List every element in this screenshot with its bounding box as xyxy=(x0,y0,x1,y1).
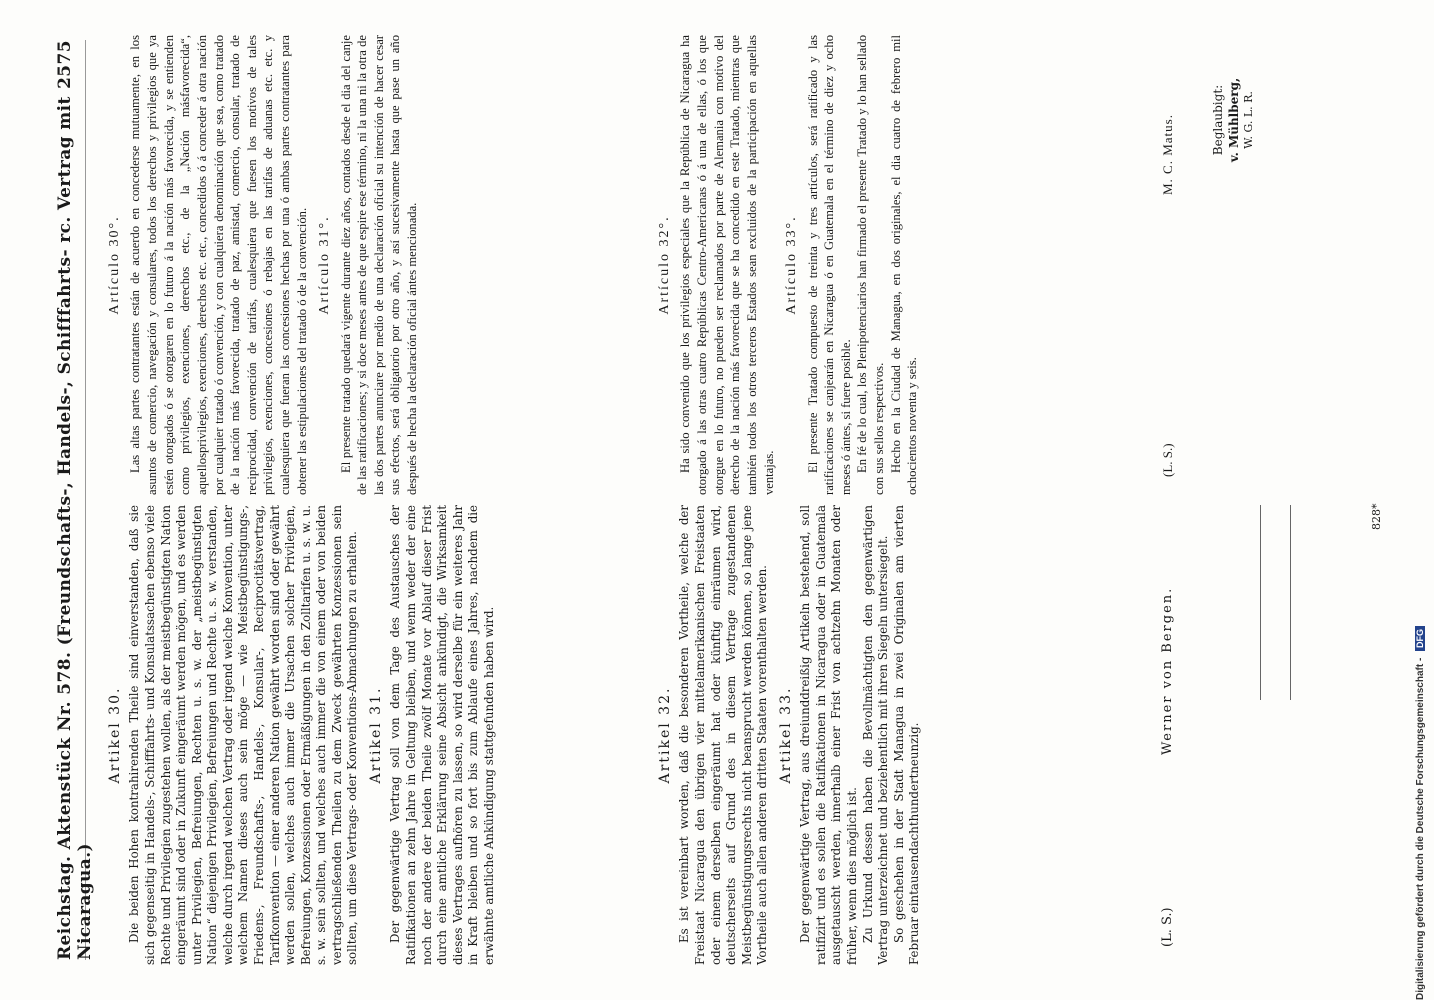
article-title: Artículo 30°. xyxy=(107,215,122,315)
german-article-33 xyxy=(777,505,923,965)
german-article-32 xyxy=(656,505,771,965)
german-article-30 xyxy=(106,505,361,965)
signatory-name: M. C. Matus. xyxy=(1160,114,1175,195)
german-column-bottom xyxy=(650,505,927,965)
article-title: Artículo 33°. xyxy=(784,215,800,315)
attestation-signer: v. Mühlberg, xyxy=(1227,77,1242,163)
spanish-article-30 xyxy=(106,35,310,495)
digitization-credit xyxy=(1415,0,1426,1000)
done-clause: So geschehen in der Stadt Managua in zwei Originalen am vierten Februar eintausendachthundertneunzig. xyxy=(891,505,922,965)
attestation-label: Beglaubigt: xyxy=(1211,84,1225,156)
article-title: Artikel 30. xyxy=(107,686,123,784)
article-title: Artículo 31°. xyxy=(317,215,333,315)
article-text: Ha sido convenido que los privilegios especiales que la República de Nicaragua ha otorgado á las otras cuatro Repúblicas Centro-Americanas ó á una de ellas, ó los que otorgue en lo futuro, no pueden ser reclamados por parte de Alemania con motivo del derecho de la nación más favorecida que se ha concedido en este Tratado, mientras que también todos los otros terceros Estados sean excluidos de la participación en aquellas ventajas. xyxy=(678,35,776,495)
article-text: Las altas partes contratantes están de acuerdo en concederse mutuamente, en los asuntos de comercio, navegación y consulares, todos los derechos y privilegios que ya estén otorgados ó se otorgaren en lo futuro á la nación más favorecida, y se entienden como privilegios, exenciones, derechos etc., de la „Nación másfavorecida“, aquellosprivilegios, exenciones, derechos etc. etc., concedidos ó á conceder á otra nación por cualquier tratado ó convención, y con cualquiera denominación que sea, como tratado de la nación más favorecida, tratado de paz, amistad, comercio, consular, tratado de reciprocidad, convención de tarifas, cualesquiera que fuesen los motivos de tales privilegios, exenciones, concesiones ó rebajas en las tarifas de aduanas etc. etc. y cualesquiera que fueran las concesiones hechas por una ó ambas partes contratantes para obtener las estipulaciones del tratado ó de la convención. xyxy=(128,35,309,495)
article-title: Artículo 32°. xyxy=(657,215,672,315)
done-clause: Hecho en la Ciudad de Managua, en dos originales, el dia cuatro de febrero mil ochocientos noventa y seis. xyxy=(888,35,920,495)
credit-text: Digitalisierung gefördert durch die Deutsche Forschungsgemeinschaft - xyxy=(1415,657,1426,1000)
divider-rule xyxy=(1260,505,1261,700)
page-reference: 828* xyxy=(1370,503,1383,530)
article-title: Artikel 33. xyxy=(777,686,794,784)
signatory-name: Werner von Bergen. xyxy=(1160,586,1175,755)
spanish-article-33 xyxy=(783,35,921,495)
german-signature-line xyxy=(1160,505,1180,965)
spanish-article-32 xyxy=(656,35,777,495)
attestation-block xyxy=(1210,30,1257,210)
article-text: El presente tratado quedará vigente durante diez años, contados desde el dia del canje de las ratificaciones; y si doce meses antes de que espire ese término, ni la una ni la otra de las dos partes anunciare por medio de una declaración oficial su intención de hacer cesar sus efectos, será obligatorio por otro año, y así sucesivamente hasta que pase un año después de hecha la declaración oficial ántes mencionada. xyxy=(338,35,420,495)
article-text: Der gegenwärtige Vertrag soll von dem Tage des Austausches der Ratifikationen an zehn Jahre in Geltung bleiben, und wenn weder der eine noch der andere der beiden Theile zwölf Monate vor Ablauf dieser Frist durch eine amtliche Erklärung seine Absicht ankündigt, die Wirksamkeit dieses Vertrages aufhören zu lassen, so wird derselbe für ein weiteres Jahr in Kraft bleiben und so fort bis zum Ablaufe eines Jahres, nachdem die erwähnte amtliche Ankündigung stattgefunden haben wird. xyxy=(388,505,496,965)
article-text: El presente Tratado compuesto de treinta y tres artículos, será ratificado y las ratificaciones se canjearán en Nicaragua ó en Guatemala en el término de diez y ocho meses ó ántes, si fuere posible. xyxy=(805,35,853,495)
seal-mark: (L. S.) xyxy=(1160,443,1175,477)
spanish-signature-line xyxy=(1160,35,1180,495)
german-column-top xyxy=(100,505,501,965)
divider-rule xyxy=(1290,505,1291,700)
spanish-column-top xyxy=(100,35,425,495)
page-header xyxy=(55,40,95,960)
seal-mark: (L. S.) xyxy=(1160,907,1175,947)
attestation-title: W. G. L. R. xyxy=(1242,91,1256,149)
article-title: Artikel 32. xyxy=(657,686,673,784)
article-title: Artikel 31. xyxy=(367,686,384,784)
witness-clause: Zu Urkund dessen haben die Bevollmächtigten den gegenwärtigen Vertrag unterzeichnet und beziehentlich mit ihren Siegeln untersiegelt. xyxy=(860,505,891,965)
running-title: Reichstag. Aktenstück Nr. 578. (Freundschafts-, Handels-, Schifffahrts- rc. Vertrag mit Nicaragua.) xyxy=(55,96,95,960)
spanish-article-31 xyxy=(316,35,421,495)
german-article-31 xyxy=(367,505,497,965)
article-text: Die beiden Hohen kontrahirenden Theile sind einverstanden, daß sie sich gegenseitig in Handels-, Schifffahrts- und Konsulatssachen ebenso viele Rechte und Privilegien zugestehen wollen, als der meistbegünstigten Nation eingeräumt sind oder in Zukunft eingeräumt werden mögen, und es werden unter Privilegien, Befreiungen, Rechten u. s. w. der „meistbegünstigten Nation“ diejenigen Privilegien, Befreiungen und Rechte u. s. w. verstanden, welche durch irgend welchen Vertrag oder irgend welche Konvention, unter welchem Namen dieses auch sein möge — wie Meistbegünstigungs-, Friedens-, Freundschafts-, Handels-, Konsular-, Reciprocitätsvertrag, Tarifkonvention — einer anderen Nation gewährt worden sind oder gewährt werden sollen, welches auch immer die Ursachen solcher Privilegien, Befreiungen, Konzessionen oder Ermäßigungen in den Zolltarifen u. s. w. u. s. w. sein sollten, und welches auch immer die von einem oder von beiden vertragschließenden Theilen zu dem Zweck gewährten Konzessionen sein sollten, um diese Vertrags- oder Konventions-Abmachungen zu erhalten. xyxy=(127,505,360,965)
article-text: Der gegenwärtige Vertrag, aus dreiunddreißig Artikeln bestehend, soll ratifizirt und es sollen die Ratifikationen in Nicaragua oder in Guatemala ausgetauscht werden, innerhalb einer Frist von achtzehn Monaten oder früher, wenn dies möglich ist. xyxy=(798,505,859,965)
witness-clause: En fé de lo cual, los Plenipotenciarios han firmado el presente Tratado y lo han sellado con sus sellos respectivos. xyxy=(855,35,887,495)
spanish-column-bottom xyxy=(650,35,925,495)
dfg-logo: DFG xyxy=(1415,626,1425,651)
page-number: 2575 xyxy=(55,40,75,89)
article-text: Es ist vereinbart worden, daß die besonderen Vortheile, welche der Freistaat Nicaragua den übrigen vier mittelamerikanischen Freistaaten oder einem derselben eingeräumt hat oder künftig einräumen wird, deutscherseits auf Grund des in diesem Vertrage zugestandenen Meistbegünstigungsrechts nicht beansprucht werden können, so lange jene Vortheile auch allen anderen dritten Staaten vorenthalten werden. xyxy=(677,505,770,965)
